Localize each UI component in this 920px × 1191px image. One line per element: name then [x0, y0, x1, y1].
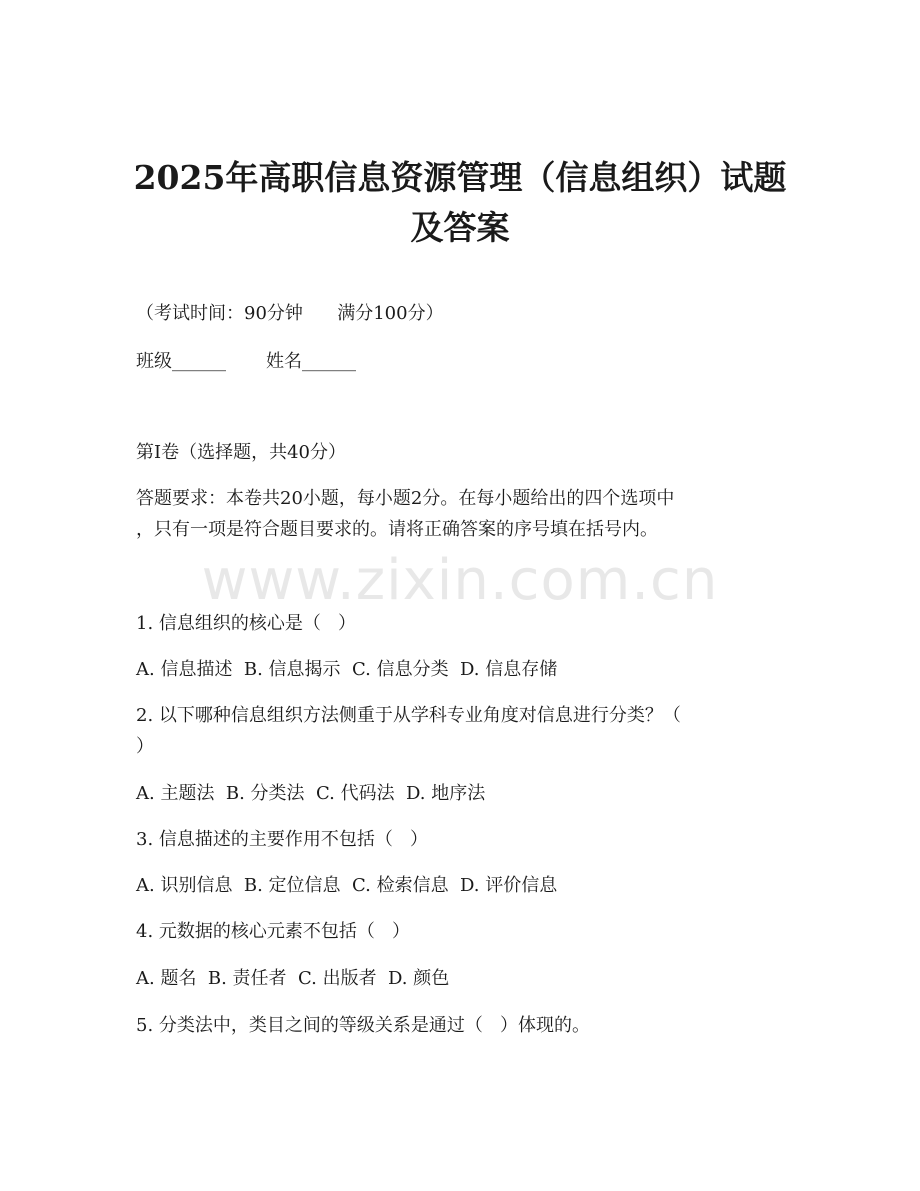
section-title: 第I卷（选择题，共40分）	[136, 442, 347, 463]
question-stem: 4. 元数据的核心元素不包括（ ）	[136, 921, 411, 942]
question-options: A. 信息描述 B. 信息揭示 C. 信息分类 D. 信息存储	[136, 659, 558, 680]
question-options: A. 题名 B. 责任者 C. 出版者 D. 颜色	[136, 968, 450, 989]
question-stem: 1. 信息组织的核心是（ ）	[136, 613, 357, 634]
document-title-line1: 2025年高职信息资源管理（信息组织）试题	[133, 158, 787, 197]
question-stem: 3. 信息描述的主要作用不包括（ ）	[136, 829, 429, 850]
question-stem: 2. 以下哪种信息组织方法侧重于从学科专业角度对信息进行分类？（	[136, 705, 681, 726]
document-title-line2: 及答案	[410, 208, 510, 247]
watermark: www.zixin.com.cn	[201, 548, 719, 613]
exam-info: （考试时间：90分钟 满分100分）	[136, 303, 444, 324]
question-stem: 5. 分类法中，类目之间的等级关系是通过（ ）体现的。	[136, 1015, 591, 1036]
class-name-fields: 班级______ 姓名______	[136, 351, 357, 372]
question-stem-continued: ）	[136, 736, 154, 757]
question-options: A. 识别信息 B. 定位信息 C. 检索信息 D. 评价信息	[136, 875, 558, 896]
instructions-line2: ，只有一项是符合题目要求的。请将正确答案的序号填在括号内。	[136, 519, 658, 540]
instructions-line1: 答题要求：本卷共20小题，每小题2分。在每小题给出的四个选项中	[136, 488, 675, 509]
question-options: A. 主题法 B. 分类法 C. 代码法 D. 地序法	[136, 783, 486, 804]
